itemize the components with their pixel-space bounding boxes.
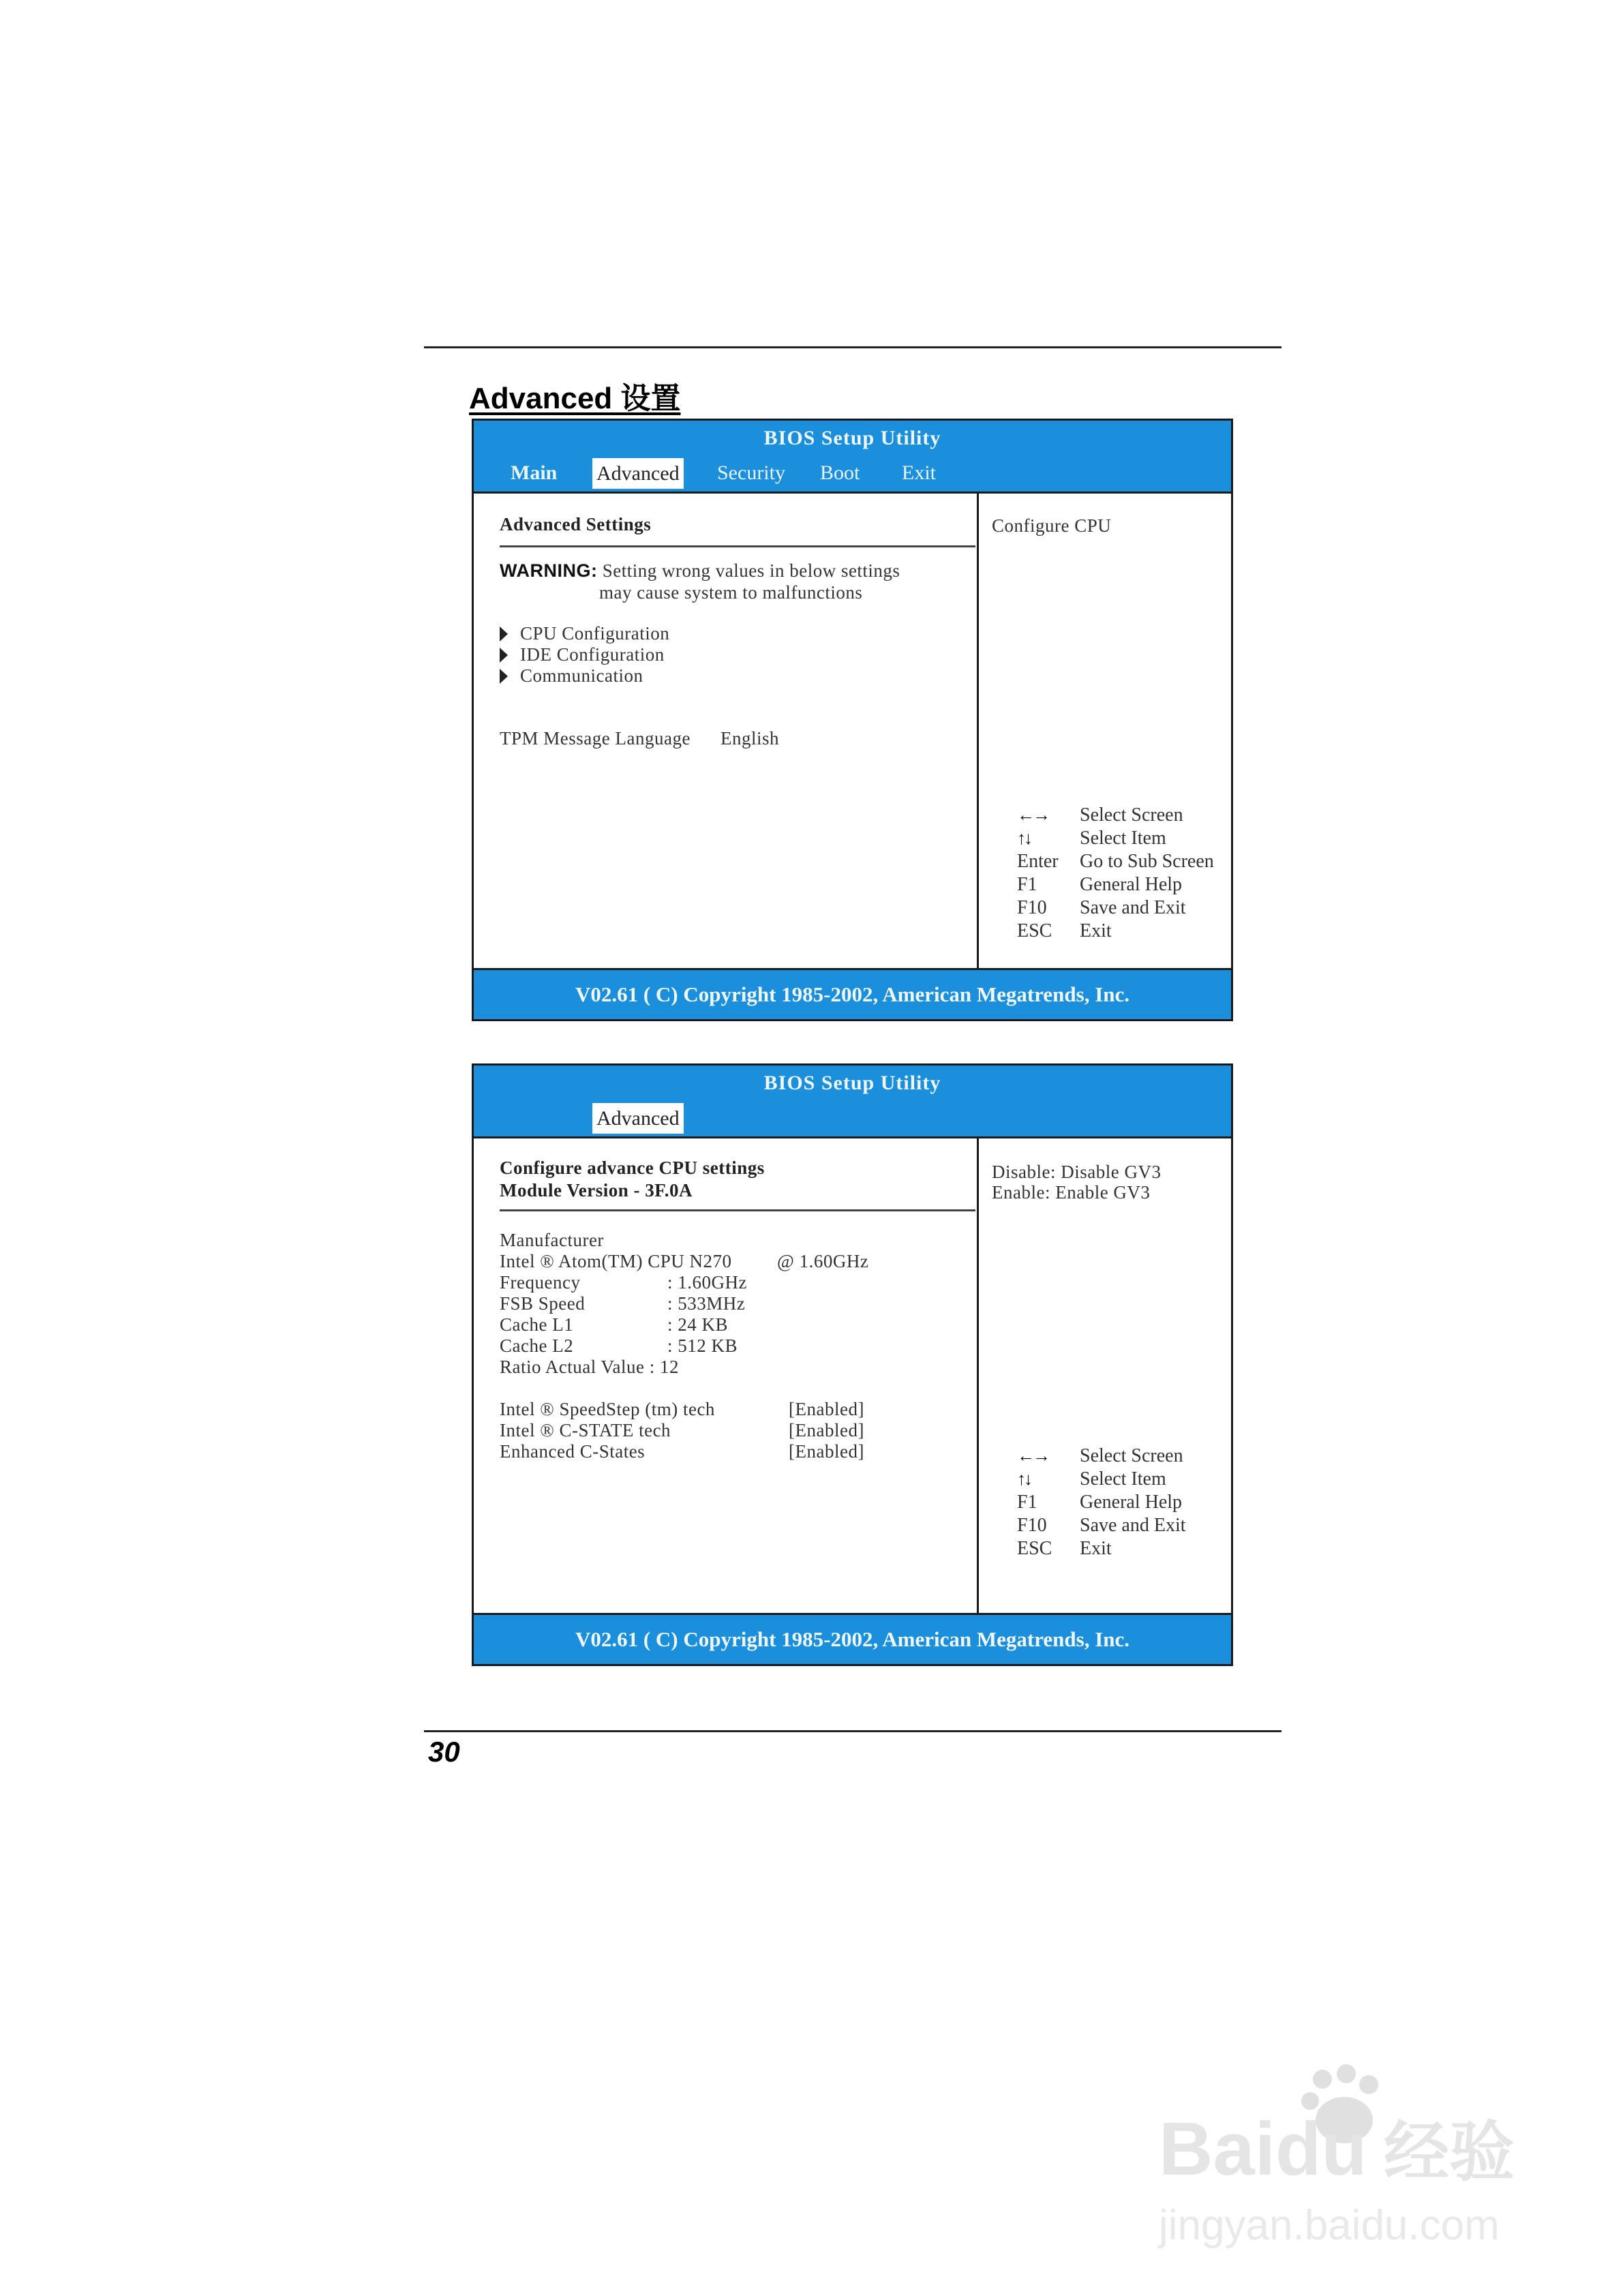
bios-body — [474, 1138, 1231, 1631]
submenu-arrow-icon — [500, 626, 508, 641]
manufacturer-label: Manufacturer — [500, 1230, 604, 1250]
up-down-arrow-icon: ↑↓ — [1017, 1469, 1031, 1489]
menu-advanced[interactable]: Advanced — [592, 458, 684, 489]
key-f10: F10 Save and Exit — [1017, 897, 1186, 918]
bios-copyright-footer: V02.61 ( C) Copyright 1985-2002, American Megatrends, Inc. — [474, 1613, 1231, 1664]
warning-line-1 — [500, 560, 900, 581]
spec-cache-l2-label: Cache L2 — [500, 1335, 574, 1356]
page-number: 30 — [428, 1736, 460, 1768]
key-enter: Enter Go to Sub Screen — [1017, 851, 1214, 872]
watermark-brand: Baidu — [1159, 2107, 1367, 2191]
cpu-settings-heading: Configure advance CPU settings — [500, 1158, 765, 1178]
bios-screen-advanced — [472, 419, 1233, 1021]
key-select-screen: ←→ Select Screen — [1017, 804, 1183, 826]
help-text-line-2: Enable: Enable GV3 — [992, 1182, 1151, 1203]
menu-boot[interactable]: Boot — [820, 462, 860, 484]
spec-frequency-label: Frequency — [500, 1272, 581, 1293]
bios-title: BIOS Setup Utility — [474, 421, 1231, 456]
ratio-actual-value: Ratio Actual Value : 12 — [500, 1357, 679, 1377]
menu-security[interactable]: Security — [717, 462, 785, 484]
settings-pane — [474, 494, 979, 986]
cpu-speed: @ 1.60GHz — [777, 1251, 869, 1271]
section-title: Advanced 设置 — [469, 382, 681, 415]
left-right-arrow-icon: ←→ — [1017, 805, 1048, 825]
key-select-item: ↑↓ Select Item — [1017, 828, 1166, 849]
menu-advanced[interactable]: Advanced — [592, 1103, 684, 1134]
key-select-screen: ←→ Select Screen — [1017, 1445, 1183, 1466]
key-esc: ESC Exit — [1017, 1538, 1112, 1559]
bios-menubar — [474, 456, 1231, 494]
key-f1: F1 General Help — [1017, 874, 1183, 895]
bios-title: BIOS Setup Utility — [474, 1066, 1231, 1101]
tpm-language-label: TPM Message Language — [500, 728, 691, 749]
submenu-arrow-icon — [500, 648, 508, 663]
baidu-jingyan-watermark — [1152, 2059, 1534, 2256]
tpm-language-value[interactable]: English — [721, 728, 780, 749]
key-f10: F10 Save and Exit — [1017, 1515, 1186, 1536]
submenu-ide-configuration[interactable]: IDE Configuration — [500, 644, 665, 665]
key-f1: F1 General Help — [1017, 1492, 1183, 1513]
option-enhanced-cstates-label[interactable]: Enhanced C-States — [500, 1441, 646, 1462]
bios-screen-cpu-configuration — [472, 1063, 1233, 1666]
watermark-cn: 经验 — [1384, 2114, 1515, 2190]
option-cstate-value[interactable]: [Enabled] — [789, 1420, 864, 1440]
help-text-line-1: Disable: Disable GV3 — [992, 1162, 1162, 1182]
warning-label: WARNING: — [500, 560, 598, 581]
left-right-arrow-icon: ←→ — [1017, 1446, 1048, 1466]
bottom-rule — [424, 1730, 1281, 1732]
settings-pane — [474, 1138, 979, 1631]
spec-fsb-label: FSB Speed — [500, 1293, 586, 1314]
submenu-arrow-icon — [500, 669, 508, 684]
submenu-communication[interactable]: Communication — [500, 665, 643, 686]
spec-cache-l2-value: : 512 KB — [667, 1335, 738, 1356]
help-text: Configure CPU — [992, 515, 1112, 536]
bios-copyright-footer: V02.61 ( C) Copyright 1985-2002, American Megatrends, Inc. — [474, 968, 1231, 1019]
option-enhanced-cstates-value[interactable]: [Enabled] — [789, 1441, 864, 1462]
option-speedstep-value[interactable]: [Enabled] — [789, 1399, 864, 1419]
up-down-arrow-icon: ↑↓ — [1017, 828, 1031, 848]
menu-main[interactable]: Main — [511, 462, 558, 484]
bios-body — [474, 494, 1231, 986]
submenu-cpu-configuration[interactable]: CPU Configuration — [500, 623, 669, 644]
bios-menubar — [474, 1101, 1231, 1138]
option-cstate-label[interactable]: Intel ® C-STATE tech — [500, 1420, 671, 1440]
option-speedstep-label[interactable]: Intel ® SpeedStep (tm) tech — [500, 1399, 715, 1419]
heading-separator — [500, 545, 975, 547]
warning-text-1: Setting wrong values in below settings — [602, 560, 900, 581]
spec-cache-l1-label: Cache L1 — [500, 1314, 574, 1335]
spec-fsb-value: : 533MHz — [667, 1293, 746, 1314]
warning-text-2: may cause system to malfunctions — [599, 582, 863, 603]
menu-exit[interactable]: Exit — [902, 462, 936, 484]
cpu-name: Intel ® Atom(TM) CPU N270 — [500, 1251, 732, 1271]
module-version: Module Version - 3F.0A — [500, 1180, 693, 1200]
heading-separator — [500, 1209, 975, 1211]
key-select-item: ↑↓ Select Item — [1017, 1468, 1166, 1490]
top-rule — [424, 346, 1281, 348]
spec-cache-l1-value: : 24 KB — [667, 1314, 729, 1335]
spec-frequency-value: : 1.60GHz — [667, 1272, 747, 1293]
watermark-url: jingyan.baidu.com — [1159, 2202, 1500, 2249]
key-esc: ESC Exit — [1017, 920, 1112, 941]
advanced-settings-heading: Advanced Settings — [500, 514, 652, 534]
